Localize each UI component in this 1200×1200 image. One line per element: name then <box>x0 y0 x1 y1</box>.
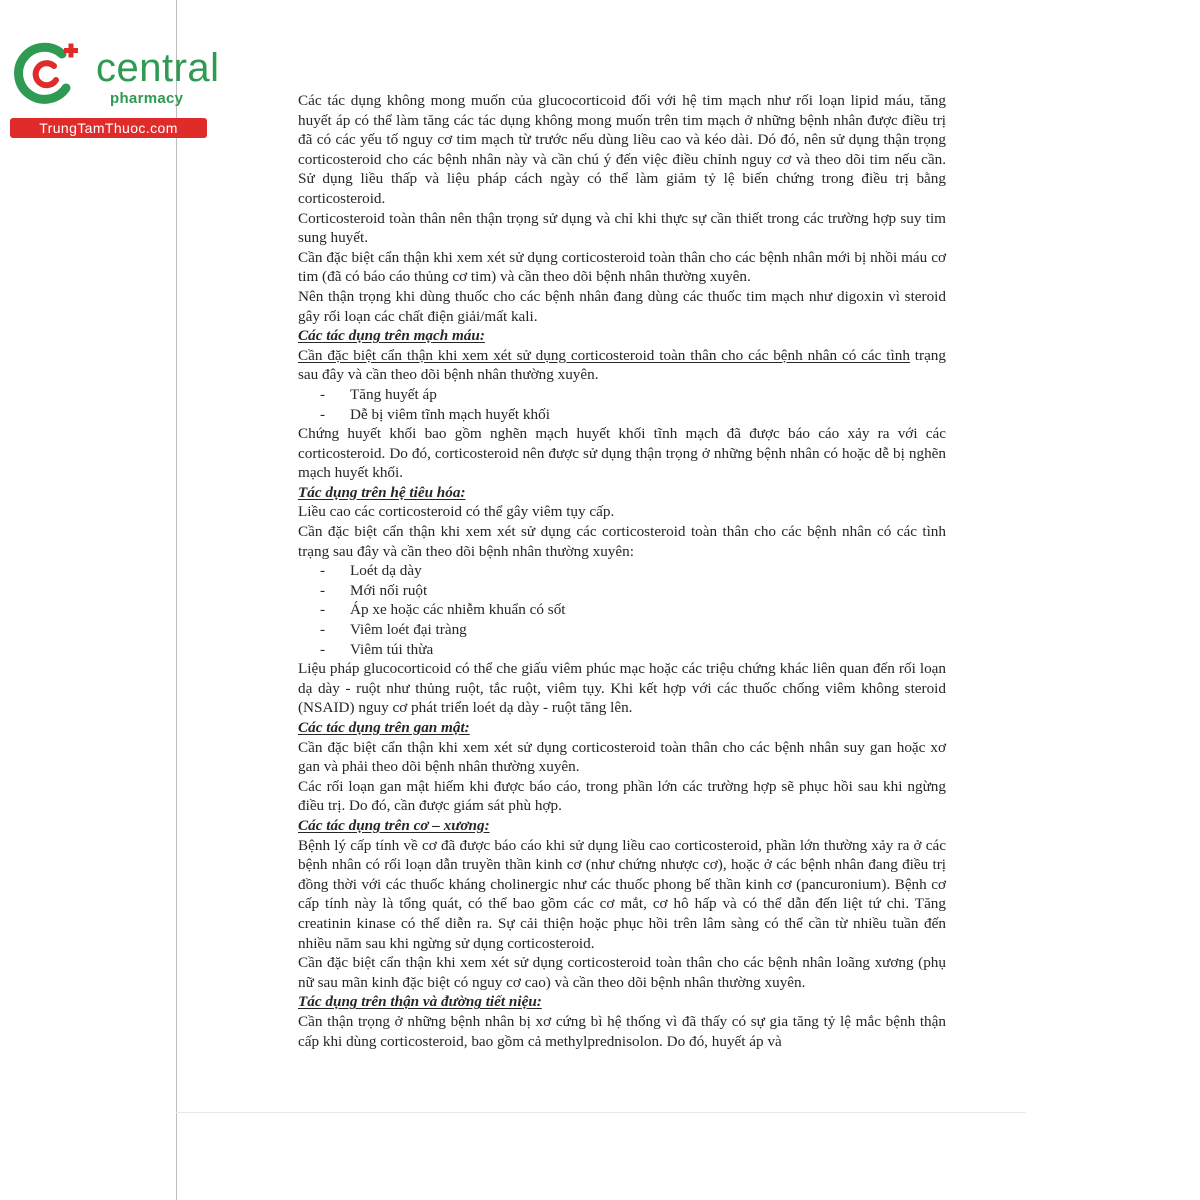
paragraph: Cần đặc biệt cẩn thận khi xem xét sử dụng corticosteroid toàn thân cho các bệnh nhân mới bị nhồi máu cơ tim (đã có báo cáo thủng cơ tim) và cần theo dõi bệnh nhân thường xuyên. <box>298 248 946 286</box>
section-heading-vascular: Các tác dụng trên mạch máu: <box>298 327 485 345</box>
underlined-lead: Cần đặc biệt cẩn thận khi xem xét sử dụng corticosteroid toàn thân cho các bệnh nhân có các tình <box>298 346 910 364</box>
dash-bullet: - <box>320 601 326 619</box>
dash-bullet: - <box>320 405 326 423</box>
list-item-text: Viêm loét đại tràng <box>350 621 467 639</box>
paragraph: Liệu pháp glucocorticoid có thể che giấu viêm phúc mạc hoặc các triệu chứng khác liên quan đến rối loạn dạ dày - ruột như thủng ruột, tắc ruột, viêm tụy. Khi kết hợp với các thuốc chống viêm không steroid (NSAID) nguy cơ phát triển loét dạ dày - ruột tăng lên. <box>298 660 946 717</box>
document-body <box>298 91 946 1051</box>
paragraph: Cần thận trọng ở những bệnh nhân bị xơ cứng bì hệ thống vì đã thấy có sự gia tăng tỷ lệ mắc bệnh thận cấp khi dùng corticosteroid, bao gồm cả methylprednisolon. Do đó, huyết áp và <box>298 1012 946 1050</box>
logo-name: central <box>96 46 220 90</box>
logo-subtitle: pharmacy <box>110 90 184 107</box>
paragraph: Cần đặc biệt cẩn thận khi xem xét sử dụng corticosteroid toàn thân cho các bệnh nhân loãng xương (phụ nữ sau mãn kinh đặc biệt có nguy cơ cao) và cần theo dõi bệnh nhân thường xuyên. <box>298 954 946 991</box>
dash-bullet: - <box>320 562 326 580</box>
list-item <box>320 385 946 405</box>
section-heading-digestive: Tác dụng trên hệ tiêu hóa: <box>298 483 466 501</box>
paragraph: Nên thận trọng khi dùng thuốc cho các bệnh nhân đang dùng các thuốc tim mạch như digoxin vì steroid gây rối loạn các chất điện giải/mất kali. <box>298 287 946 325</box>
paragraph: Corticosteroid toàn thân nên thận trọng sử dụng và chỉ khi thực sự cần thiết trong các trường hợp suy tim sung huyết. <box>298 209 946 247</box>
paragraph <box>298 346 946 385</box>
central-pharmacy-logo[interactable] <box>10 38 220 138</box>
list-item <box>320 561 946 581</box>
lead-rest: trạng sau đây và cần theo dõi bệnh nhân thường xuyên. <box>298 346 946 384</box>
list-item-text: Dễ bị viêm tĩnh mạch huyết khối <box>350 405 550 423</box>
dash-bullet: - <box>320 385 326 403</box>
list-item <box>320 600 946 620</box>
dash-bullet: - <box>320 621 326 639</box>
bullet-list <box>298 385 946 424</box>
paragraph: Liều cao các corticosteroid có thể gây viêm tụy cấp. <box>298 503 615 521</box>
dash-bullet: - <box>320 581 326 599</box>
dash-bullet: - <box>320 640 326 658</box>
pharmacy-c-cross-icon <box>10 38 80 108</box>
page-bottom-edge <box>176 1112 1026 1113</box>
paragraph: Cần đặc biệt cẩn thận khi xem xét sử dụng các corticosteroid toàn thân cho các bệnh nhân có các tình trạng sau đây và cần theo dõi bệnh nhân thường xuyên: <box>298 523 946 560</box>
list-item <box>320 405 946 425</box>
section-heading-musculoskeletal: Các tác dụng trên cơ – xương: <box>298 816 490 834</box>
list-item-text: Áp xe hoặc các nhiễm khuẩn có sốt <box>350 601 566 619</box>
list-item-text: Loét dạ dày <box>350 562 422 580</box>
list-item <box>320 640 946 660</box>
page-left-edge <box>176 0 177 1200</box>
paragraph: Bệnh lý cấp tính về cơ đã được báo cáo khi sử dụng liều cao corticosteroid, phần lớn thường xảy ra ở các bệnh nhân có rối loạn dẫn truyền thần kinh cơ (như chứng nhược cơ), hoặc ở các bệnh nhân đang điều trị đồng thời với các thuốc kháng cholinergic như các thuốc phong bế thần kinh cơ (pancuronium). Bệnh cơ cấp tính này là tổng quát, có thể bao gồm các cơ mắt, cơ hô hấp và có thể dẫn đến liệt tứ chi. Tăng creatinin kinase có thể diễn ra. Sự cải thiện hoặc phục hồi trên lâm sàng có thể cần từ nhiều tuần đến nhiều năm sau khi ngừng sử dụng corticosteroid. <box>298 836 946 952</box>
section-heading-liver: Các tác dụng trên gan mật: <box>298 719 470 736</box>
paragraph: Cần đặc biệt cẩn thận khi xem xét sử dụng corticosteroid toàn thân cho các bệnh nhân suy gan hoặc xơ gan và phải theo dõi bệnh nhân thường xuyên. <box>298 738 946 776</box>
list-item-text: Tăng huyết áp <box>350 385 437 403</box>
list-item-text: Mới nối ruột <box>350 581 428 599</box>
list-item-text: Viêm túi thừa <box>350 640 434 658</box>
logo-website-banner: TrungTamThuoc.com <box>10 118 207 138</box>
list-item <box>320 581 946 601</box>
paragraph: Các tác dụng không mong muốn của glucocorticoid đối với hệ tim mạch như rối loạn lipid máu, tăng huyết áp có thể làm tăng các tác dụng không mong muốn trên tim mạch ở những bệnh nhân được điều trị đã có các yếu tố nguy cơ tim mạch từ trước nếu dùng liều cao và kéo dài. Dó đó, nên sử dụng thận trọng corticosteroid cho các bệnh nhân này và cần chú ý đến việc điều chỉnh nguy cơ và theo dõi tim nếu cần. Sử dụng liều thấp và liệu pháp cách ngày có thể làm giảm tỷ lệ biến chứng trong điều trị bằng corticosteroid. <box>298 92 946 207</box>
paragraph: Các rối loạn gan mật hiếm khi được báo cáo, trong phần lớn các trường hợp sẽ phục hồi sau khi ngừng điều trị. Do đó, cần được giám sát phù hợp. <box>298 777 946 815</box>
bullet-list <box>298 561 946 659</box>
paragraph: Chứng huyết khối bao gồm nghẽn mạch huyết khối tĩnh mạch đã được báo cáo xảy ra với các corticosteroid. Do đó, corticosteroid nên được sử dụng thận trọng ở những bệnh nhân có hoặc dễ bị nghẽn mạch huyết khối. <box>298 425 946 482</box>
list-item <box>320 620 946 640</box>
section-heading-kidney: Tác dụng trên thận và đường tiết niệu: <box>298 993 542 1011</box>
